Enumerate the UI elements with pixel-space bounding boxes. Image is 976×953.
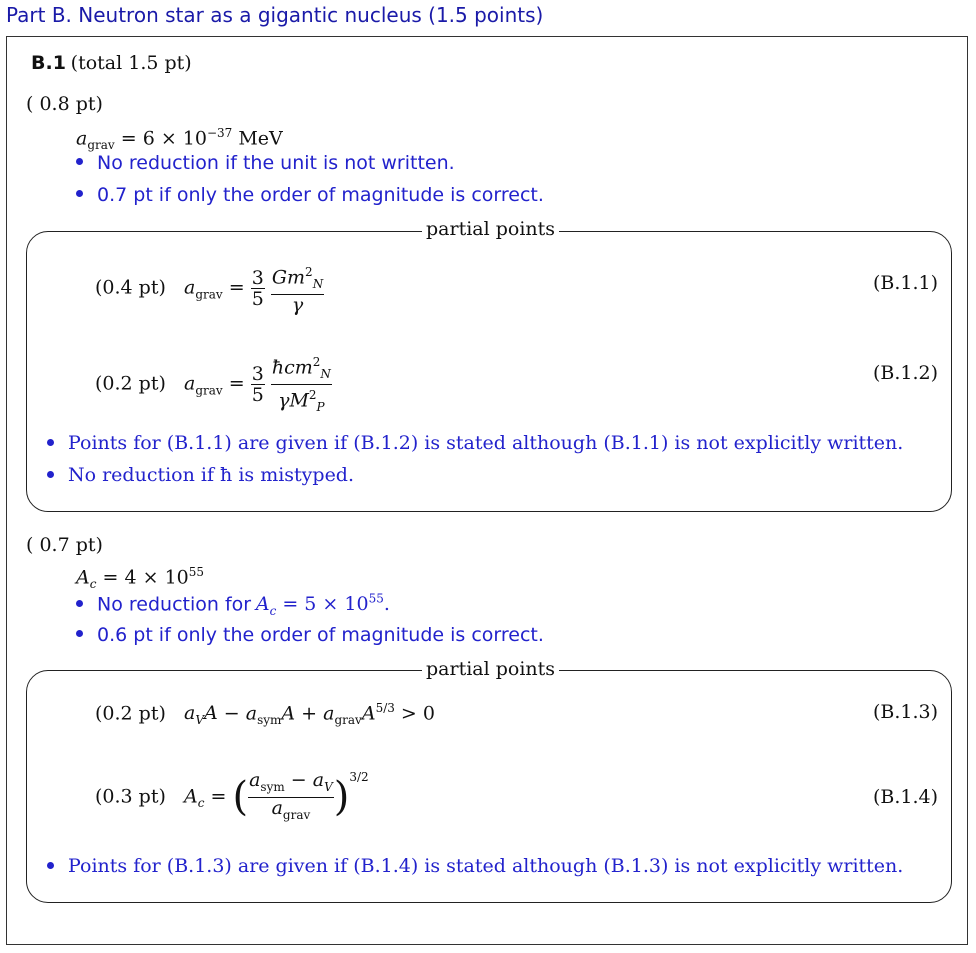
part-b-points: ( 0.7 pt)	[26, 534, 103, 556]
eq-label-b12: (B.1.2)	[872, 362, 938, 384]
part-a-bullet-2: 0.7 pt if only the order of magnitude is correct.	[76, 184, 544, 206]
question-number: B.1	[31, 52, 66, 74]
part-a-bullet-1: No reduction if the unit is not written.	[76, 152, 455, 174]
part-a-points: ( 0.8 pt)	[26, 93, 103, 115]
part-a-note-1: Points for (B.1.1) are given if (B.1.2) is stated although (B.1.1) is not explicitly written.	[47, 432, 903, 454]
part-a-note-2: No reduction if ħ is mistyped.	[47, 464, 354, 486]
part-a-answer: $a_{grav} = 6 \times 10^{-37}$ MeV	[76, 126, 283, 153]
equation-b13: (0.2 pt) $a_VA - a_{sym}A + a_{grav}A^{5/3} > 0$	[95, 701, 435, 728]
eq-label-b14: (B.1.4)	[872, 786, 938, 808]
part-b-note-1: Points for (B.1.3) are given if (B.1.4) is stated although (B.1.3) is not explicitly written.	[47, 855, 903, 877]
question-title	[31, 52, 192, 75]
partial-points-label-a: partial points	[422, 218, 559, 240]
part-b-bullet-2: 0.6 pt if only the order of magnitude is correct.	[76, 624, 544, 646]
partial-points-label-b: partial points	[422, 658, 559, 680]
eq-label-b11: (B.1.1)	[872, 272, 938, 294]
part-b-answer: $A_c = 4 \times 10^{55}$	[76, 565, 205, 592]
eq-label-b13: (B.1.3)	[872, 701, 938, 723]
question-total: (total 1.5 pt)	[70, 52, 192, 74]
equation-b14: (0.3 pt) $A_c$ = ( $\frac{a_{sym} - a_V}{a_{grav}}$ )$^{3/2}$	[95, 769, 369, 822]
equation-b12: (0.2 pt) $a_{grav}$ = $\frac{3}{5}$ $\frac{ħcm^2_N}{\gamma M^2_P}$	[95, 352, 332, 417]
section-header: Part B. Neutron star as a gigantic nucleus (1.5 points)	[6, 3, 544, 27]
equation-b11: (0.4 pt) $a_{grav}$ = $\frac{3}{5}$ $\frac{Gm^2_N}{\gamma}$	[95, 262, 324, 315]
part-b-bullet-1: No reduction for $A_c = 5 \times 10^{55}$.	[76, 592, 390, 618]
